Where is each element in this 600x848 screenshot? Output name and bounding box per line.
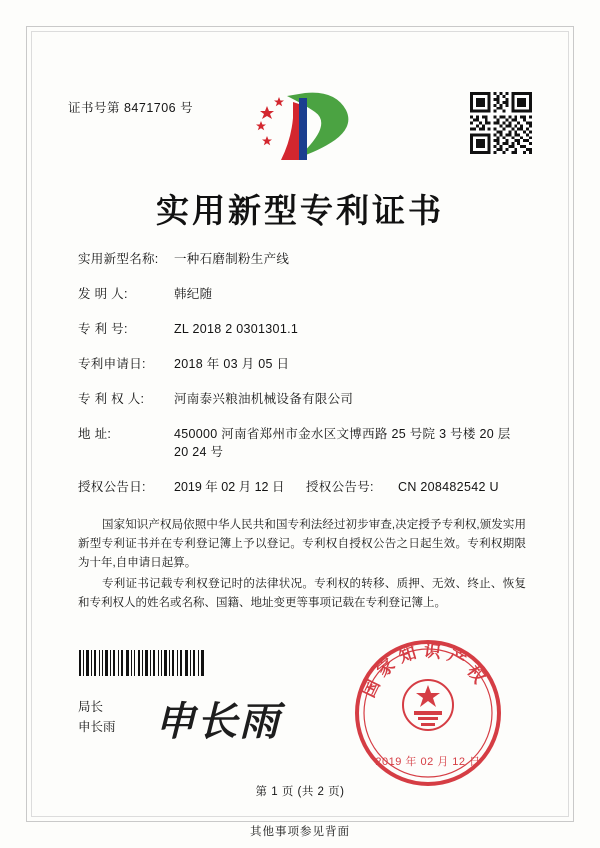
field-row-grant (78, 478, 528, 496)
field-value-patent-no: ZL 2018 2 0301301.1 (174, 322, 299, 336)
field-value-name: 一种石磨制粉生产线 (174, 252, 290, 266)
handwritten-signature: 申长雨 (155, 699, 281, 744)
field-value-application-date: 2018 年 03 月 05 日 (174, 357, 290, 371)
field-row-application-date (78, 355, 528, 373)
field-value-grant-date: 2019 年 02 月 12 日 (174, 480, 285, 494)
barcode (78, 650, 206, 676)
page-number: 第 1 页 (共 2 页) (255, 786, 345, 798)
field-row-inventor (78, 285, 528, 303)
field-row-name (78, 250, 528, 268)
signature-labels (78, 697, 116, 737)
field-label-patentee: 专 利 权 人: (78, 392, 145, 406)
legal-paragraphs (78, 516, 526, 615)
certificate-number: 证书号第 8471706 号 (68, 101, 194, 115)
signature-label-name: 申长雨 (78, 720, 116, 734)
field-label-application-date: 专利申请日: (78, 357, 146, 371)
page-title: 实用新型专利证书 (156, 192, 444, 229)
field-row-patentee (78, 390, 528, 408)
signature-label-title: 局长 (78, 700, 104, 714)
field-value-address: 450000 河南省郑州市金水区文博西路 25 号院 3 号楼 20 层 20 24 号 (174, 427, 511, 459)
legal-paragraph-2: 专利证书记载专利权登记时的法律状况。专利权的转移、质押、无效、终止、恢复和专利权人的姓名或名称、国籍、地址变更等事项记载在专利登记簿上。 (78, 578, 526, 609)
svg-text:国家知识产权: 国家知识产权 (359, 641, 493, 701)
patent-fields (78, 250, 528, 513)
field-value-inventor: 韩纪随 (174, 287, 213, 301)
field-label-grant-no: 授权公告号: (306, 480, 374, 494)
field-value-grant-no: CN 208482542 U (398, 480, 499, 494)
field-label-name: 实用新型名称: (78, 252, 159, 266)
field-label-inventor: 发 明 人: (78, 287, 128, 301)
legal-paragraph-1: 国家知识产权局依照中华人民共和国专利法经过初步审查,决定授予专利权,颁发实用新型专利证书并在专利登记簿上予以登记。专利权自授权公告之日起生效。专利权期限为十年,自申请日起算。 (78, 519, 526, 569)
field-label-address: 地 址: (78, 427, 112, 441)
seal-date: 2019 年 02 月 12 日 (375, 756, 481, 768)
field-value-patentee: 河南泰兴粮油机械设备有限公司 (174, 392, 354, 406)
official-seal (352, 637, 504, 789)
field-row-patent-no (78, 320, 528, 338)
field-row-address (78, 425, 528, 461)
field-label-grant-date: 授权公告日: (78, 480, 146, 494)
cnipa-logo-icon (247, 88, 353, 166)
qr-code (470, 92, 532, 154)
field-label-patent-no: 专 利 号: (78, 322, 128, 336)
footer-note: 其他事项参见背面 (250, 826, 350, 838)
